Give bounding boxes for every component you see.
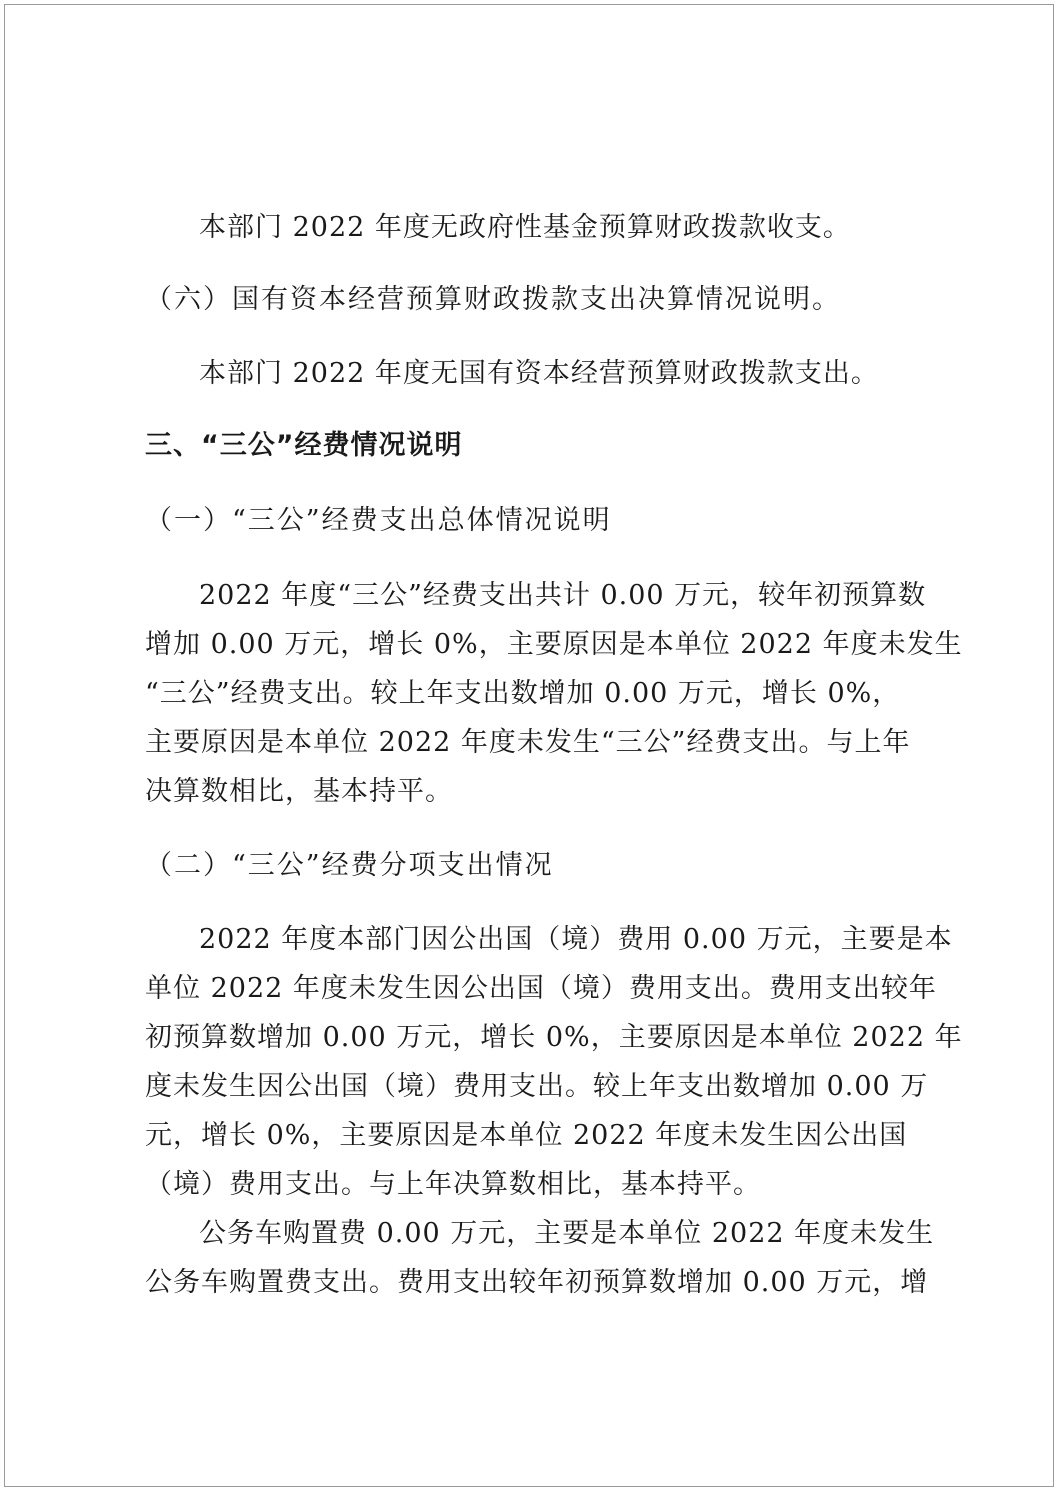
paragraph-vehicle-line-2: 公务车购置费支出。费用支出较年初预算数增加 0.00 万元，增 — [145, 1267, 929, 1298]
paragraph-overseas-line-1: 2022 年度本部门因公出国（境）费用 0.00 万元，主要是本 — [199, 924, 953, 955]
paragraph-no-government-fund: 本部门 2022 年度无政府性基金预算财政拨款收支。 — [199, 212, 851, 243]
paragraph-vehicle-line-1: 公务车购置费 0.00 万元，主要是本单位 2022 年度未发生 — [199, 1218, 935, 1249]
subheading-overall: （一）“三公”经费支出总体情况说明 — [145, 505, 612, 536]
section-heading-three-public: 三、“三公”经费情况说明 — [145, 430, 463, 461]
paragraph-overseas-line-5: 元，增长 0%，主要原因是本单位 2022 年度未发生因公出国 — [145, 1120, 908, 1151]
paragraph-overseas-line-6: （境）费用支出。与上年决算数相比，基本持平。 — [145, 1169, 761, 1200]
paragraph-overseas-line-3: 初预算数增加 0.00 万元，增长 0%，主要原因是本单位 2022 年 — [145, 1022, 963, 1053]
paragraph-overall-line-1: 2022 年度“三公”经费支出共计 0.00 万元，较年初预算数 — [199, 580, 927, 611]
subheading-itemized: （二）“三公”经费分项支出情况 — [145, 850, 554, 881]
paragraph-overall-line-2: 增加 0.00 万元，增长 0%，主要原因是本单位 2022 年度未发生 — [145, 629, 963, 660]
paragraph-overseas-line-2: 单位 2022 年度未发生因公出国（境）费用支出。费用支出较年 — [145, 973, 937, 1004]
paragraph-no-state-capital: 本部门 2022 年度无国有资本经营预算财政拨款支出。 — [199, 358, 879, 389]
document-page — [4, 4, 1054, 1487]
section-heading-6: （六）国有资本经营预算财政拨款支出决算情况说明。 — [145, 284, 841, 315]
paragraph-overseas-line-4: 度未发生因公出国（境）费用支出。较上年支出数增加 0.00 万 — [145, 1071, 929, 1102]
paragraph-overall-line-4: 主要原因是本单位 2022 年度未发生“三公”经费支出。与上年 — [145, 727, 911, 758]
paragraph-overall-line-3: “三公”经费支出。较上年支出数增加 0.00 万元，增长 0%， — [145, 678, 901, 709]
paragraph-overall-line-5: 决算数相比，基本持平。 — [145, 776, 453, 807]
